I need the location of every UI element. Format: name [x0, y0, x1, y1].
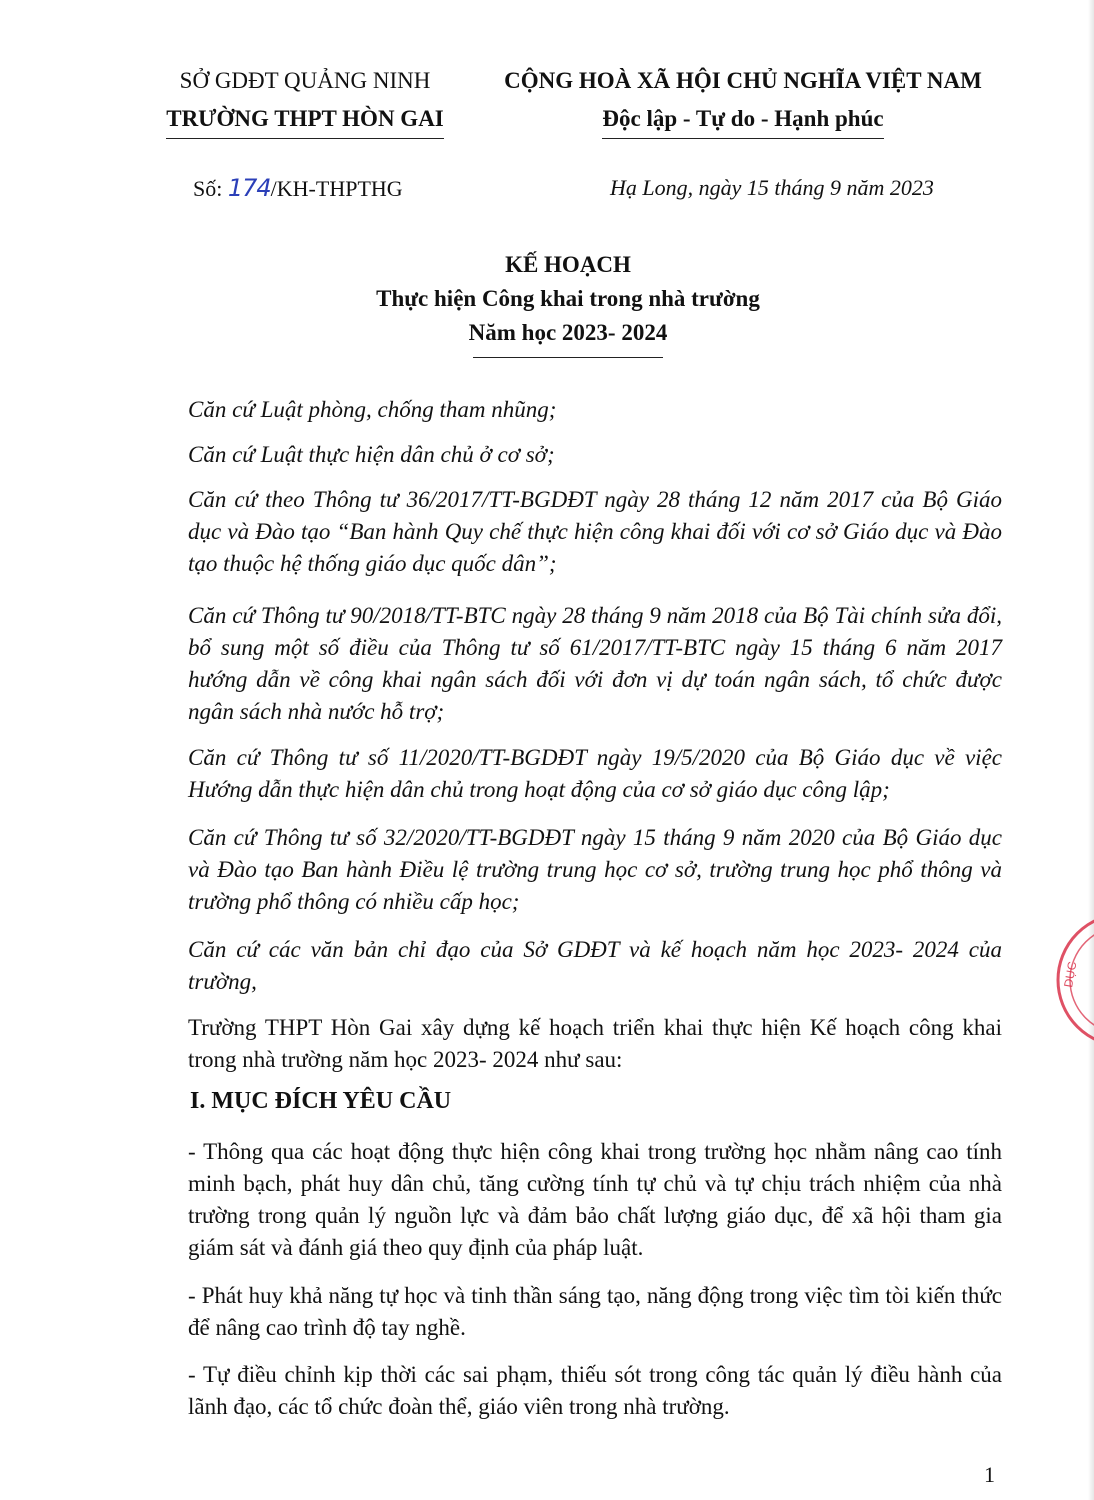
intro-paragraph: Trường THPT Hòn Gai xây dựng kế hoạch triển khai thực hiện Kế hoạch công khai trong nhà trường năm học 2023- 2024 như sau:: [188, 1015, 1002, 1072]
purpose-item-3: - Tự điều chỉnh kịp thời các sai phạm, thiếu sót trong công tác quản lý điều hành của lãnh đạo, các tổ chức đoàn thể, giáo viên trong nhà trường.: [188, 1362, 1002, 1419]
title-line-3: Năm học 2023- 2024: [468, 320, 668, 345]
legal-basis-4: Căn cứ Thông tư 90/2018/TT-BTC ngày 28 tháng 9 năm 2018 của Bộ Tài chính sửa đổi, bổ sung một số điều của Thông tư số 61/2017/TT-BTC ngày 15 tháng 6 năm 2017 hướng dẫn về công khai ngân sách đối với đơn vị dự toán ngân sách, tổ chức được ngân sách nhà nước hỗ trợ;: [188, 603, 1002, 724]
legal-basis-5: Căn cứ Thông tư số 11/2020/TT-BGDĐT ngày 19/5/2020 của Bộ Giáo dục về việc Hướng dẫn thực hiện dân chủ trong hoạt động của cơ sở giáo dục công lập;: [188, 745, 1002, 802]
document-number: [193, 170, 403, 207]
red-seal-stamp: [1052, 910, 1094, 1050]
page-number: 1: [984, 1462, 995, 1487]
legal-basis-6: Căn cứ Thông tư số 32/2020/TT-BGDĐT ngày 15 tháng 9 năm 2020 của Bộ Giáo dục và Đào tạo Ban hành Điều lệ trường trung học cơ sở, trường trung học phổ thông và trường phổ thông có nhiều cấp học;: [188, 825, 1002, 914]
document-number-suffix: /KH-THPTHG: [270, 176, 403, 201]
legal-basis-1: Căn cứ Luật phòng, chống tham nhũng;: [188, 397, 557, 422]
document-title: [270, 248, 866, 350]
date-line: Hạ Long, ngày 15 tháng 9 năm 2023: [610, 175, 934, 200]
national-motto: Độc lập - Tự do - Hạnh phúc: [602, 100, 883, 139]
page-edge-shadow: [1088, 0, 1094, 1500]
stamp-text: DỤC: [1061, 960, 1080, 989]
national-header: [488, 62, 998, 139]
title-line-1: KẾ HOẠCH: [505, 252, 631, 277]
legal-basis-7: Căn cứ các văn bản chỉ đạo của Sở GDĐT và kế hoạch năm học 2023- 2024 của trường,: [188, 937, 1002, 994]
legal-basis-2: Căn cứ Luật thực hiện dân chủ ở cơ sở;: [188, 442, 555, 467]
department-name: SỞ GDĐT QUẢNG NINH: [179, 68, 431, 93]
school-name: TRƯỜNG THPT HÒN GAI: [166, 100, 444, 139]
legal-basis-3: Căn cứ theo Thông tư 36/2017/TT-BGDĐT ngày 28 tháng 12 năm 2017 của Bộ Giáo dục và Đào tạo “Ban hành Quy chế thực hiện công khai đối với cơ sở Giáo dục và Đào tạo thuộc hệ thống giáo dục quốc dân”;: [188, 487, 1002, 576]
issuer-header: [150, 62, 460, 139]
nation-name: CỘNG HOÀ XÃ HỘI CHỦ NGHĨA VIỆT NAM: [504, 68, 982, 93]
document-number-prefix: Số:: [193, 176, 228, 201]
purpose-item-1: - Thông qua các hoạt động thực hiện công khai trong trường học nhằm nâng cao tính minh bạch, phát huy dân chủ, tăng cường tính tự chủ và tự chịu trách nhiệm của nhà trường trong quản lý nguồn lực và đảm bảo chất lượng giáo dục, để xã hội tham gia giám sát và đánh giá theo quy định của pháp luật.: [188, 1139, 1002, 1260]
purpose-item-2: - Phát huy khả năng tự học và tinh thần sáng tạo, năng động trong việc tìm tòi kiến thức để nâng cao trình độ tay nghề.: [188, 1283, 1002, 1340]
document-number-handwritten: 174: [227, 174, 271, 202]
title-line-2: Thực hiện Công khai trong nhà trường: [376, 286, 760, 311]
section-heading-1: I. MỤC ĐÍCH YÊU CẦU: [190, 1088, 452, 1114]
title-underline: [473, 357, 663, 358]
